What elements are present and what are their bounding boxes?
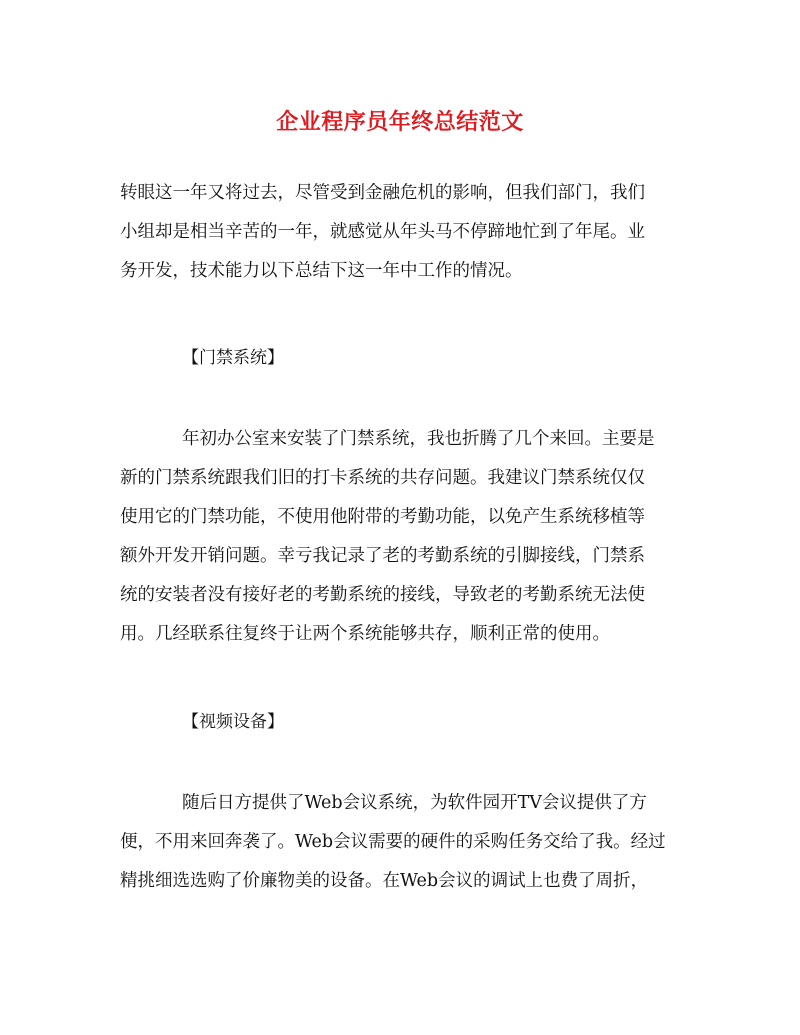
paragraph-line: 随后日方提供了Web会议系统，为软件园开TV会议提供了方 xyxy=(182,793,647,813)
paragraph-line: 用。几经联系往复终于让两个系统能够共存，顺利正常的使用。 xyxy=(120,624,610,644)
paragraph-line: 使用它的门禁功能，不使用他附带的考勤功能，以免产生系统移植等 xyxy=(120,507,645,527)
paragraph-line: 额外开发开销问题。幸亏我记录了老的考勤系统的引脚接线，门禁系 xyxy=(120,546,645,566)
section-heading-access-control: 【门禁系统】 xyxy=(182,348,284,368)
section-heading-video-equipment: 【视频设备】 xyxy=(182,712,284,732)
document-title: 企业程序员年终总结范文 xyxy=(276,109,524,135)
access-control-paragraph xyxy=(120,420,685,654)
video-equipment-paragraph xyxy=(120,784,685,901)
paragraph-line: 统的安装者没有接好老的考勤系统的接线，导致老的考勤系统无法使 xyxy=(120,585,645,605)
paragraph-line: 精挑细选选购了价廉物美的设备。在Web会议的调试上也费了周折， xyxy=(120,871,649,891)
paragraph-line: 小组却是相当辛苦的一年，就感觉从年头马不停蹄地忙到了年尾。业 xyxy=(120,222,645,242)
paragraph-line: 便，不用来回奔袭了。Web会议需要的硬件的采购任务交给了我。经过 xyxy=(120,832,666,852)
paragraph-line: 年初办公室来安装了门禁系统，我也折腾了几个来回。主要是 xyxy=(182,429,655,449)
paragraph-line: 新的门禁系统跟我们旧的打卡系统的共存问题。我建议门禁系统仅仅 xyxy=(120,468,645,488)
intro-paragraph xyxy=(120,174,685,291)
paragraph-line: 转眼这一年又将过去，尽管受到金融危机的影响，但我们部门，我们 xyxy=(120,183,645,203)
paragraph-line: 务开发，技术能力以下总结下这一年中工作的情况。 xyxy=(120,261,523,281)
